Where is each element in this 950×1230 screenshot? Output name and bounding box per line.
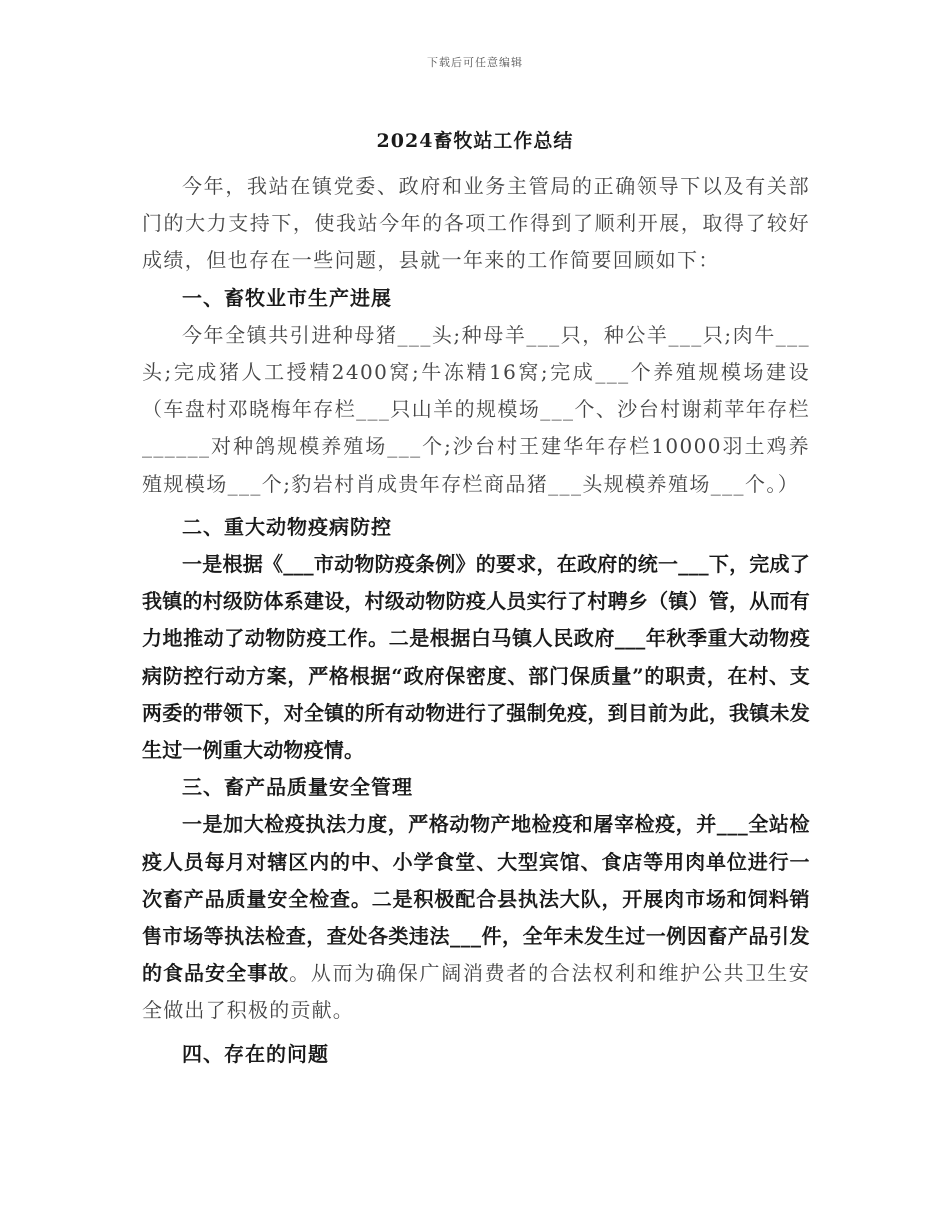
section-3-bold-text: 一是加大检疫执法力度，严格动物产地检疫和屠宰检疫，并___全站检疫人员每月对辖区内的中、小学食堂、大型宾馆、食店等用肉单位进行一次畜产品质量安全检查。二是积极配合县执法大队，开展肉市场和饲料销售市场等执法检查，查处各类违法___件，全年未发生过一例因畜产品引发的食品安全事故 — [142, 812, 810, 986]
header-note: 下载后可任意编辑 — [427, 56, 523, 69]
document-body — [142, 168, 810, 1073]
section-2-heading: 二、重大动物疫病防控 — [182, 514, 392, 539]
section-1-heading: 一、畜牧业市生产进展 — [182, 285, 392, 310]
section-3-paragraph — [142, 806, 810, 1029]
section-2-paragraph: 一是根据《___市动物防疫条例》的要求，在政府的统一___下，完成了我镇的村级防体系建设，村级动物防疫人员实行了村聘乡（镇）管，从而有力地推动了动物防疫工作。二是根据白马镇人民政府___年秋季重大动物疫病防控行动方案，严格根据“政府保密度、部门保质量”的职责，在村、支两委的带领下，对全镇的所有动物进行了强制免疫，到目前为此，我镇未发生过一例重大动物疫情。 — [142, 552, 810, 763]
section-1-paragraph: 今年全镇共引进种母猪___头;种母羊___只，种公羊___只;肉牛___头;完成猪人工授精2400窝;牛冻精16窝;完成___个养殖规模场建设（车盘村邓晓梅年存栏___只山羊的规模场___个、沙台村谢莉苹年存栏______对种鸽规模养殖场___个;沙台村王建华年存栏10000羽土鸡养殖规模场___个;豹岩村肖成贵年存栏商品猪___头规模养殖场___个。） — [142, 322, 810, 496]
intro-paragraph: 今年，我站在镇党委、政府和业务主管局的正确领导下以及有关部门的大力支持下，使我站今年的各项工作得到了顺利开展，取得了较好成绩，但也存在一些问题，县就一年来的工作简要回顾如下： — [142, 174, 810, 273]
section-3-regular-text: 。从而为确保广阔消费者的合法权利和维护公共卫生安全做出了积极的贡献。 — [142, 961, 810, 1023]
section-3-heading: 三、畜产品质量安全管理 — [182, 775, 413, 800]
document-title: 2024畜牧站工作总结 — [376, 130, 574, 152]
section-4-heading: 四、存在的问题 — [182, 1041, 329, 1066]
